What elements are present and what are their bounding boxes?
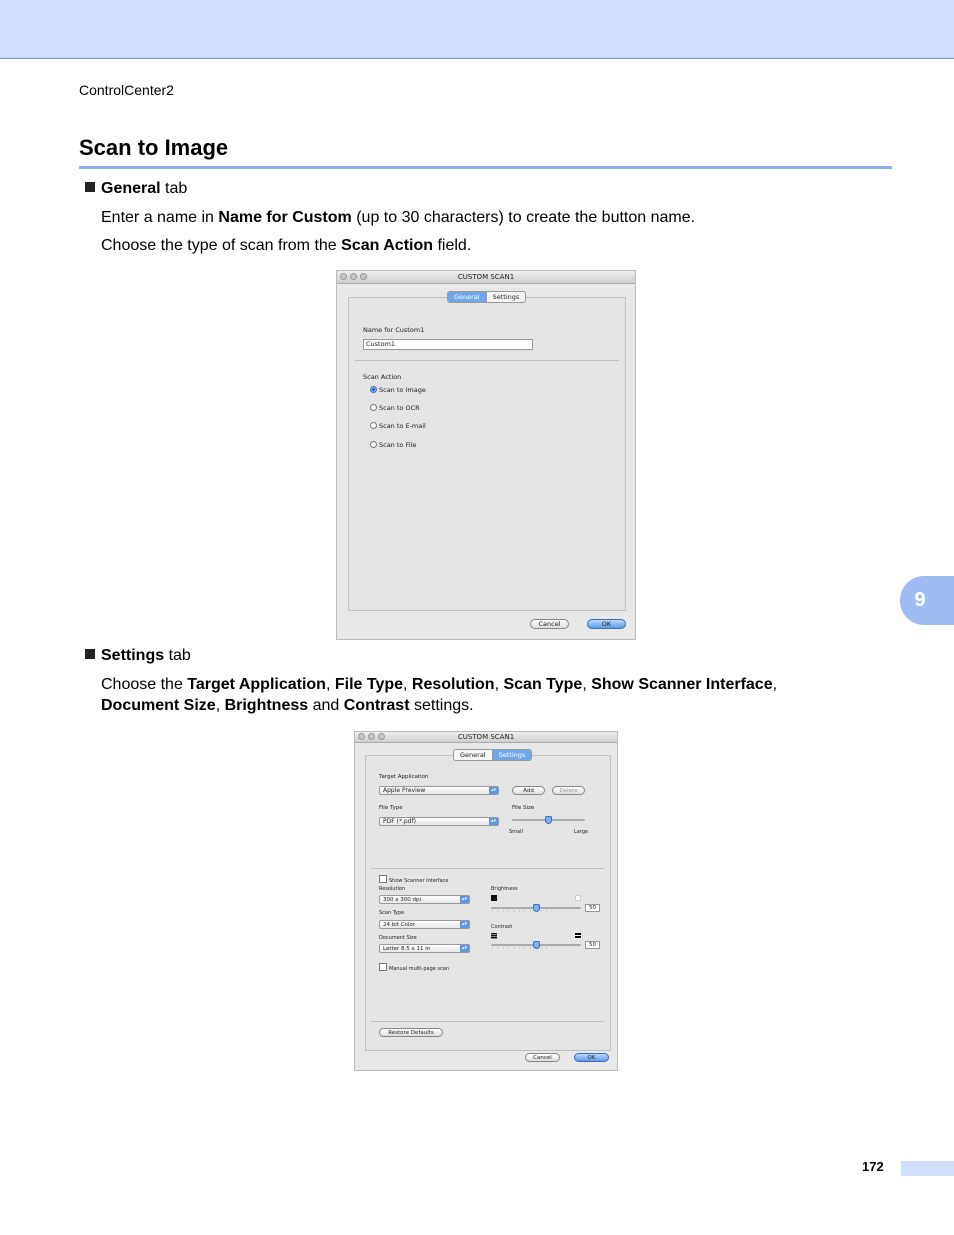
bold-term: Name for Custom xyxy=(218,209,352,226)
tab-bar xyxy=(447,291,526,303)
bold-term: Target Application xyxy=(187,676,326,693)
zoom-window-icon[interactable] xyxy=(378,733,385,740)
manual-multipage-checkbox[interactable] xyxy=(379,963,449,972)
select-value: Apple Preview xyxy=(383,787,426,794)
minimize-window-icon[interactable] xyxy=(368,733,375,740)
radio-icon xyxy=(370,441,377,448)
general-bullet-bold: General xyxy=(101,180,161,197)
select-value: PDF (*.pdf) xyxy=(383,818,416,825)
close-window-icon[interactable] xyxy=(340,273,347,280)
bold-term: Brightness xyxy=(224,697,309,714)
chapter-tab: 9 xyxy=(900,576,954,625)
tab-settings[interactable]: Settings xyxy=(492,293,520,301)
checkbox-label: Show Scanner Interface xyxy=(389,878,449,884)
brightness-ticks: ''''''''''' xyxy=(492,910,552,916)
document-size-label: Document Size xyxy=(379,935,417,941)
name-for-custom-field[interactable]: Custom1 xyxy=(363,339,533,350)
checkbox-label: Manual multi-page scan xyxy=(389,966,450,972)
light-brightness-icon xyxy=(575,895,581,901)
select-value: 300 x 300 dpi xyxy=(383,897,422,903)
add-button[interactable]: Add xyxy=(512,786,545,795)
window-controls xyxy=(358,733,385,740)
low-contrast-icon xyxy=(491,933,497,939)
tab-settings[interactable]: Settings xyxy=(493,750,532,760)
text: (up to 30 characters) to create the button name. xyxy=(351,209,696,226)
dialog-title: CUSTOM SCAN1 xyxy=(457,273,515,281)
bold-term: Document Size xyxy=(101,697,216,714)
resolution-select[interactable] xyxy=(379,895,470,904)
bold-term: Show Scanner Interface xyxy=(591,676,773,693)
checkbox-icon xyxy=(379,963,387,971)
bold-term: Scan Type xyxy=(503,676,583,693)
radio-label: Scan to E-mail xyxy=(379,422,426,430)
file-size-small-label: Small xyxy=(509,829,523,835)
chevron-updown-icon: ▴▾ xyxy=(461,921,468,927)
scan-type-select[interactable] xyxy=(379,920,470,929)
chevron-updown-icon: ▴▾ xyxy=(461,945,468,951)
text: field. xyxy=(433,237,472,254)
radio-label: Scan to Image xyxy=(379,386,426,394)
ok-button[interactable]: OK xyxy=(587,619,626,629)
divider xyxy=(371,868,604,869)
radio-scan-to-image[interactable] xyxy=(370,386,426,394)
restore-defaults-button[interactable]: Restore Defaults xyxy=(379,1028,443,1037)
ok-button[interactable]: OK xyxy=(574,1053,609,1062)
bold-term: File Type xyxy=(334,676,404,693)
radio-scan-to-ocr[interactable] xyxy=(370,404,420,412)
bold-term: Resolution xyxy=(411,676,495,693)
text: , xyxy=(215,697,225,714)
select-value: Letter 8.5 x 11 in xyxy=(383,946,431,952)
file-size-large-label: Large xyxy=(574,829,589,835)
radio-scan-to-email[interactable] xyxy=(370,422,426,430)
tab-general[interactable]: General xyxy=(448,292,487,302)
chevron-updown-icon: ▴▾ xyxy=(490,818,497,824)
target-application-select[interactable] xyxy=(379,786,499,795)
radio-label: Scan to OCR xyxy=(379,404,420,412)
radio-label: Scan to File xyxy=(379,441,417,449)
brightness-value-field[interactable]: 50 xyxy=(585,904,600,912)
general-line-1 xyxy=(101,207,695,228)
minimize-window-icon[interactable] xyxy=(350,273,357,280)
text: , xyxy=(403,676,412,693)
radio-icon xyxy=(370,404,377,411)
contrast-ticks: ''''''''''' xyxy=(492,947,552,953)
text: , xyxy=(772,676,778,693)
page-number: 172 xyxy=(862,1159,884,1174)
delete-button[interactable]: Delete xyxy=(552,786,585,795)
chevron-updown-icon: ▴▾ xyxy=(461,896,468,902)
divider xyxy=(355,360,619,361)
text: settings. xyxy=(409,697,474,714)
bold-term: Scan Action xyxy=(341,237,434,254)
show-scanner-interface-checkbox[interactable] xyxy=(379,875,449,884)
zoom-window-icon[interactable] xyxy=(360,273,367,280)
close-window-icon[interactable] xyxy=(358,733,365,740)
bullet-square-icon xyxy=(85,182,95,192)
divider xyxy=(371,1021,604,1022)
custom-scan-dialog-general xyxy=(336,270,636,640)
section-title: Scan to Image xyxy=(79,135,229,160)
text: Choose the xyxy=(101,676,188,693)
settings-paragraph xyxy=(101,674,861,716)
text: Choose the type of scan from the xyxy=(101,237,342,254)
page-number-bar xyxy=(901,1161,954,1176)
file-type-select[interactable] xyxy=(379,817,499,826)
custom-scan-dialog-settings xyxy=(354,731,618,1071)
cancel-button[interactable]: Cancel xyxy=(525,1053,560,1062)
tab-bar xyxy=(453,749,532,761)
radio-selected-icon xyxy=(370,386,377,393)
radio-scan-to-file[interactable] xyxy=(370,441,416,449)
window-controls xyxy=(340,273,367,280)
scan-action-label: Scan Action xyxy=(363,373,402,381)
dark-brightness-icon xyxy=(491,895,497,901)
brightness-label: Brightness xyxy=(491,886,518,892)
running-header: ControlCenter2 xyxy=(79,82,174,98)
settings-bullet xyxy=(85,647,191,665)
general-bullet-rest: tab xyxy=(160,180,188,197)
checkbox-icon xyxy=(379,875,387,883)
name-for-custom-label: Name for Custom1 xyxy=(363,326,425,334)
file-size-slider-thumb[interactable] xyxy=(545,816,552,824)
header-band xyxy=(0,0,954,59)
text: , xyxy=(582,676,592,693)
text: Enter a name in xyxy=(101,209,219,226)
bold-term: Contrast xyxy=(343,697,410,714)
settings-bullet-bold: Settings xyxy=(101,647,165,664)
text: , xyxy=(325,676,335,693)
general-line-2 xyxy=(101,235,471,256)
high-contrast-icon xyxy=(575,933,581,939)
cancel-button[interactable]: Cancel xyxy=(530,619,569,629)
text: , xyxy=(494,676,504,693)
scan-type-label: Scan Type xyxy=(379,910,405,916)
bullet-square-icon xyxy=(85,649,95,659)
dialog-titlebar xyxy=(337,271,635,284)
contrast-label: Contrast xyxy=(491,924,513,930)
target-application-label: Target Application xyxy=(379,774,429,780)
file-size-label: File Size xyxy=(512,805,535,811)
radio-icon xyxy=(370,422,377,429)
dialog-titlebar xyxy=(355,732,617,743)
chevron-updown-icon: ▴▾ xyxy=(490,787,497,793)
title-rule xyxy=(79,166,892,169)
file-type-label: File Type xyxy=(379,805,403,811)
settings-bullet-rest: tab xyxy=(164,647,191,664)
dialog-title: CUSTOM SCAN1 xyxy=(457,733,515,741)
text: and xyxy=(308,697,344,714)
general-bullet xyxy=(85,180,187,198)
document-size-select[interactable] xyxy=(379,944,470,953)
tab-general[interactable]: General xyxy=(454,750,493,760)
select-value: 24 bit Color xyxy=(383,922,416,928)
contrast-value-field[interactable]: 50 xyxy=(585,941,600,949)
resolution-label: Resolution xyxy=(379,886,406,892)
